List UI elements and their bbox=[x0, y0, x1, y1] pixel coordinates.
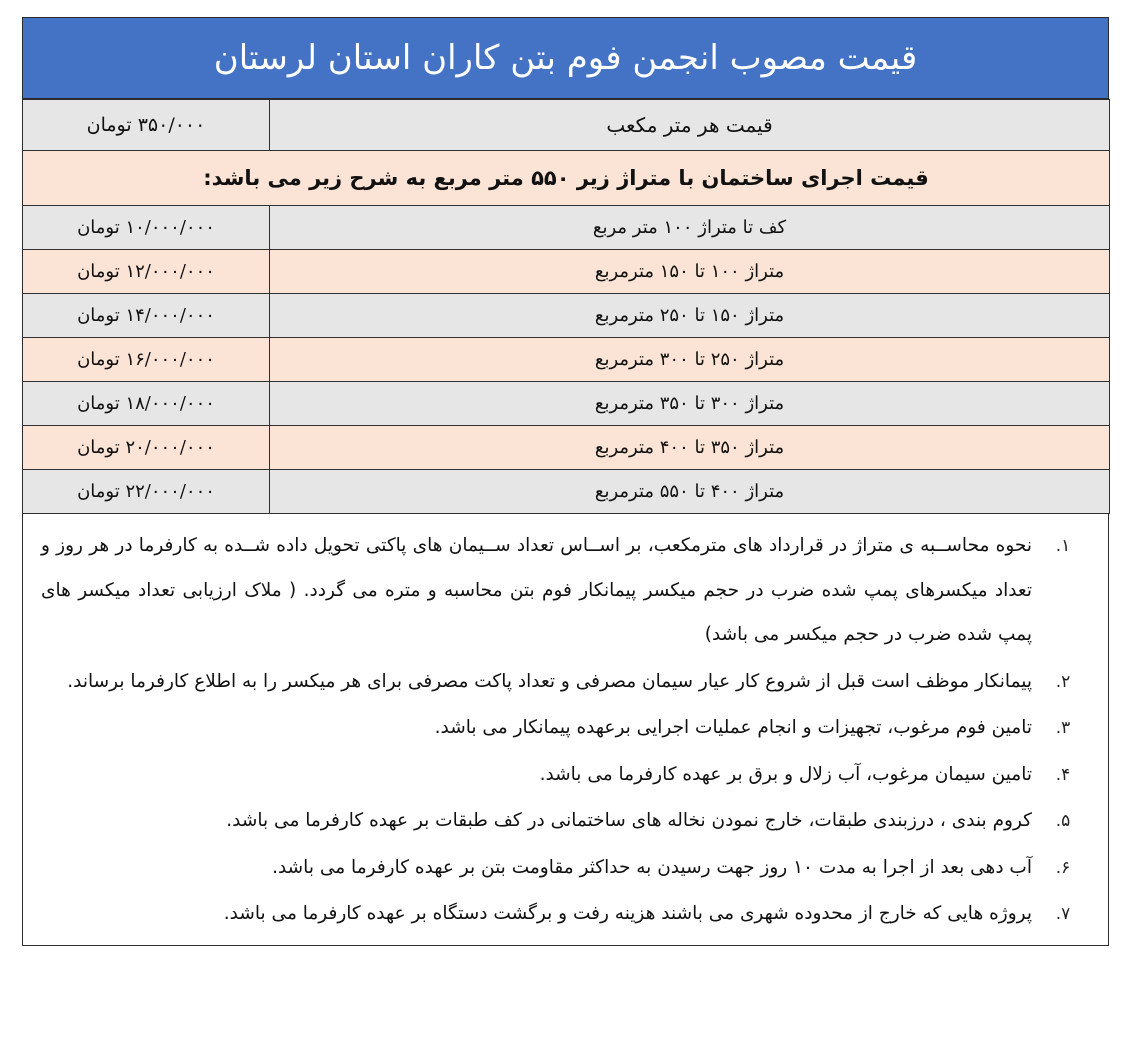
area-range-price: ۲۲/۰۰۰/۰۰۰ تومان bbox=[23, 470, 270, 514]
table-row bbox=[23, 426, 1110, 470]
cubic-meter-label: قیمت هر متر مکعب bbox=[270, 100, 1110, 151]
area-range-price: ۱۴/۰۰۰/۰۰۰ تومان bbox=[23, 294, 270, 338]
area-range-price: ۱۰/۰۰۰/۰۰۰ تومان bbox=[23, 206, 270, 250]
cubic-meter-price: ۳۵۰/۰۰۰ تومان bbox=[23, 100, 270, 151]
price-sheet bbox=[22, 17, 1109, 946]
note-number: ۵. bbox=[1055, 811, 1071, 831]
note-item bbox=[41, 892, 1094, 937]
note-text: آب دهی بعد از اجرا به مدت ۱۰ روز جهت رسیدن به حداکثر مقاومت بتن بر عهده کارفرما می باشد. bbox=[272, 856, 1032, 878]
note-item bbox=[41, 753, 1094, 798]
note-text: تامین سیمان مرغوب، آب زلال و برق بر عهده کارفرما می باشد. bbox=[539, 763, 1032, 785]
note-text: پیمانکار موظف است قبل از شروع کار عیار سیمان مصرفی و تعداد پاکت مصرفی برای هر میکسر را به اطلاع کارفرما برساند. bbox=[67, 670, 1032, 692]
area-range-label: متراژ ۳۰۰ تا ۳۵۰ مترمربع bbox=[270, 382, 1110, 426]
note-item bbox=[41, 706, 1094, 751]
area-range-price: ۱۲/۰۰۰/۰۰۰ تومان bbox=[23, 250, 270, 294]
area-range-price: ۱۶/۰۰۰/۰۰۰ تومان bbox=[23, 338, 270, 382]
area-heading-row bbox=[23, 151, 1110, 206]
note-item bbox=[41, 799, 1094, 844]
cubic-meter-row bbox=[23, 100, 1110, 151]
note-text: نحوه محاســبه ی متراژ در قرارداد های مترمکعب، بر اســاس تعداد ســیمان های پاکتی تحویل داده شــده به کارفرما در هر روز و تعداد میکسرهای پمپ شده ضرب در حجم میکسر پیمانکار فوم بتن محاسبه و متره می گردد. ( ملاک ارزیابی تعداد میکسر های پمپ شده ضرب در حجم میکسر می باشد) bbox=[41, 535, 1032, 645]
note-item bbox=[41, 846, 1094, 891]
table-row bbox=[23, 338, 1110, 382]
table-row bbox=[23, 250, 1110, 294]
note-item bbox=[41, 660, 1094, 705]
price-table bbox=[22, 99, 1110, 514]
area-heading: قیمت اجرای ساختمان با متراژ زیر ۵۵۰ متر مربع به شرح زیر می باشد: bbox=[23, 151, 1110, 206]
note-number: ۲. bbox=[1055, 671, 1071, 692]
title-bar bbox=[22, 17, 1109, 99]
table-row bbox=[23, 206, 1110, 250]
area-range-label: متراژ ۱۵۰ تا ۲۵۰ مترمربع bbox=[270, 294, 1110, 338]
area-range-label: متراژ ۱۰۰ تا ۱۵۰ مترمربع bbox=[270, 250, 1110, 294]
area-range-label: متراژ ۲۵۰ تا ۳۰۰ مترمربع bbox=[270, 338, 1110, 382]
note-text: تامین فوم مرغوب، تجهیزات و انجام عملیات اجرایی برعهده پیمانکار می باشد. bbox=[434, 717, 1032, 738]
notes-list bbox=[22, 514, 1109, 946]
note-number: ۳. bbox=[1055, 718, 1071, 738]
note-number: ۴. bbox=[1055, 764, 1071, 785]
area-range-price: ۲۰/۰۰۰/۰۰۰ تومان bbox=[23, 426, 270, 470]
table-row bbox=[23, 470, 1110, 514]
table-row bbox=[23, 382, 1110, 426]
area-range-label: کف تا متراژ ۱۰۰ متر مربع bbox=[270, 206, 1110, 250]
area-range-price: ۱۸/۰۰۰/۰۰۰ تومان bbox=[23, 382, 270, 426]
area-range-label: متراژ ۴۰۰ تا ۵۵۰ مترمربع bbox=[270, 470, 1110, 514]
note-number: ۷. bbox=[1055, 904, 1071, 924]
note-number: ۱. bbox=[1055, 536, 1071, 556]
note-item bbox=[41, 524, 1094, 658]
table-row bbox=[23, 294, 1110, 338]
note-text: کروم بندی ، درزبندی طبقات، خارج نمودن نخاله های ساختمانی در کف طبقات بر عهده کارفرما می باشد. bbox=[226, 810, 1032, 831]
area-range-label: متراژ ۳۵۰ تا ۴۰۰ مترمربع bbox=[270, 426, 1110, 470]
page-title: قیمت مصوب انجمن فوم بتن کاران استان لرستان bbox=[213, 38, 918, 78]
note-text: پروژه هایی که خارج از محدوده شهری می باشند هزینه رفت و برگشت دستگاه بر عهده کارفرما می باشد. bbox=[223, 903, 1032, 924]
note-number: ۶. bbox=[1055, 857, 1071, 878]
